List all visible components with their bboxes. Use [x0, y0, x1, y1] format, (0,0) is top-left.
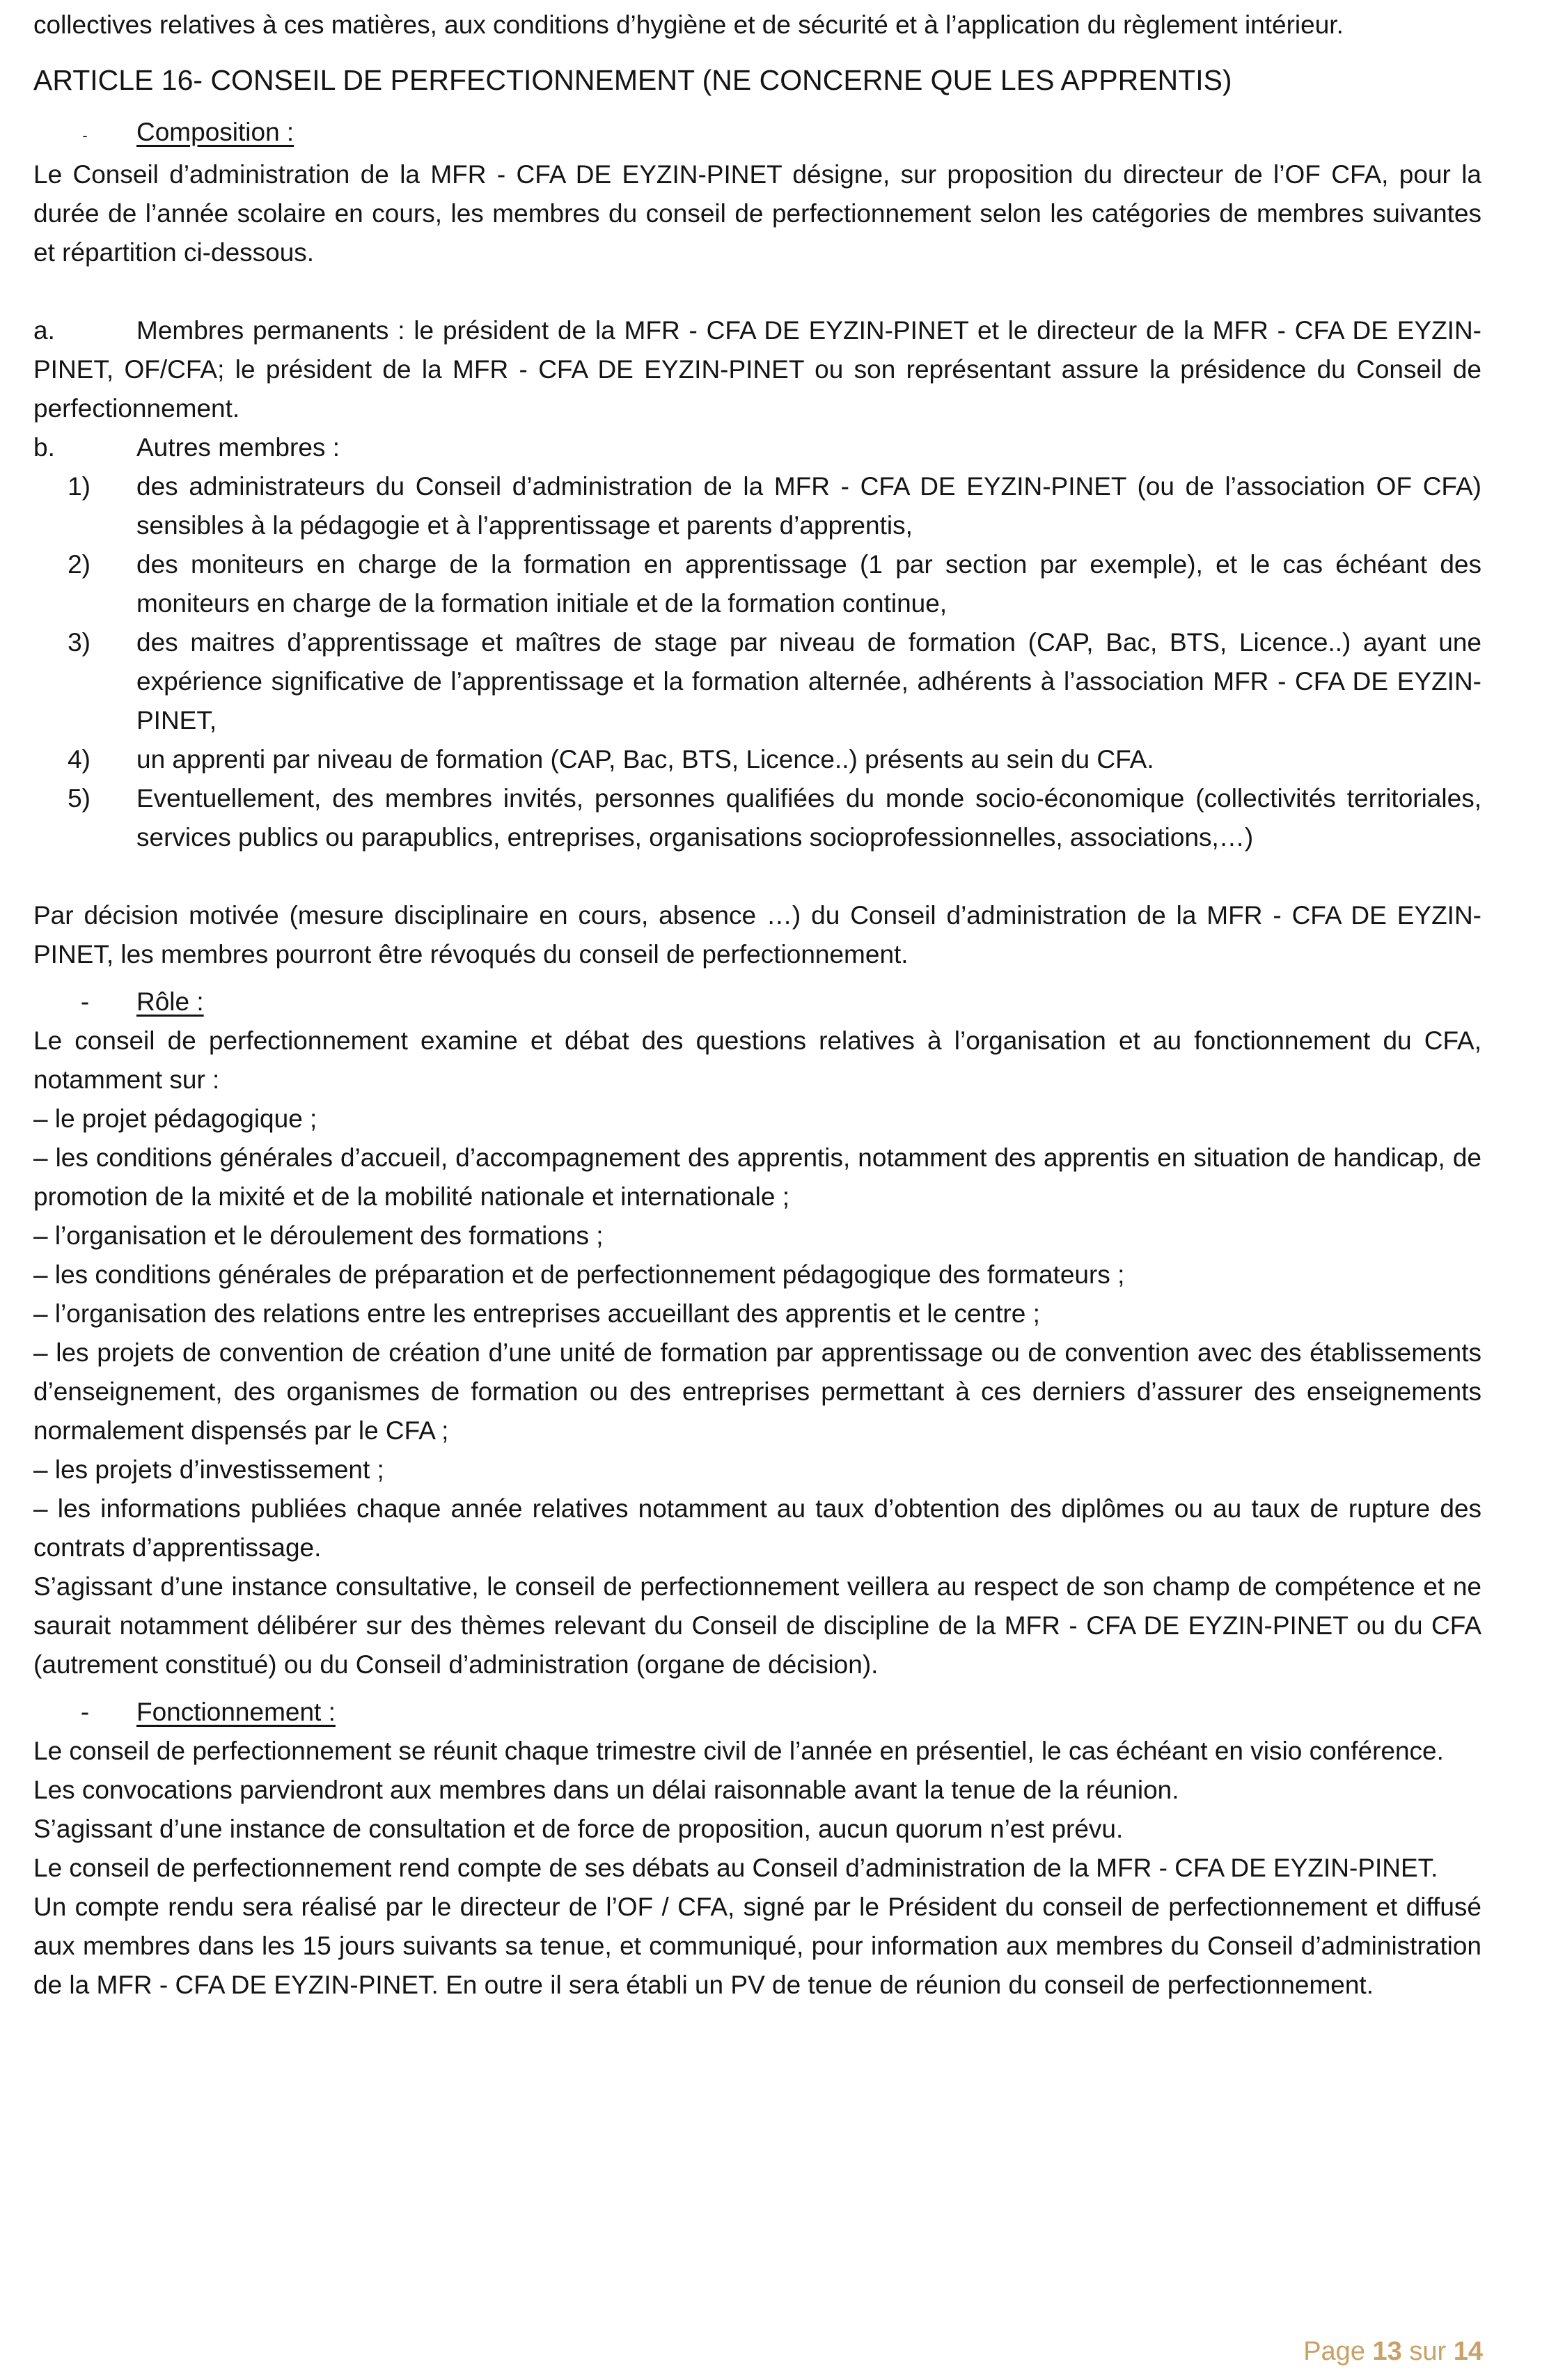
fonctionnement-paragraph: Le conseil de perfectionnement rend compte de ses débats au Conseil d’administration de la MFR - CFA DE EYZIN-PINET.	[33, 1854, 1438, 1882]
numbered-text: des moniteurs en charge de la formation en apprentissage (1 par section par exemple), et le cas échéant des moniteurs en charge de la formation initiale et de la formation continue,	[136, 550, 1481, 618]
fonctionnement-heading-row	[33, 1693, 1481, 1732]
bullet-dash: -	[80, 987, 90, 1016]
role-paragraph: – les projets de convention de création d’une unité de formation par apprentissage ou de convention avec des établissements d’enseignement, des organismes de formation ou des entreprises permettant à ces derniers d’assurer des enseignements normalement dispensés par le CFA ;	[33, 1338, 1481, 1445]
numbered-marker: 1)	[68, 472, 91, 501]
numbered-item	[33, 545, 1481, 623]
fonctionnement-paragraph: Le conseil de perfectionnement se réunit chaque trimestre civil de l’année en présentiel, le cas échéant en visio conférence.	[33, 1737, 1444, 1765]
numbered-item	[33, 623, 1481, 740]
numbered-marker: 4)	[68, 745, 91, 774]
numbered-marker: 2)	[68, 550, 91, 579]
composition-text: Le Conseil d’administration de la MFR - CFA DE EYZIN-PINET désigne, sur proposition du directeur de l’OF CFA, pour la durée de l’année scolaire en cours, les membres du conseil de perfectionnement selon les catégories de membres suivantes et répartition ci-dessous.	[33, 160, 1481, 267]
numbered-item	[33, 779, 1481, 857]
role-paragraph: – les informations publiées chaque année relatives notamment au taux d’obtention des diplômes ou au taux de rupture des contrats d’apprentissage.	[33, 1494, 1481, 1562]
list-marker-b: b.	[33, 433, 55, 462]
numbered-text: un apprenti par niveau de formation (CAP, Bac, BTS, Licence..) présents au sein du CFA.	[136, 745, 1154, 774]
fonctionnement-paragraph: Un compte rendu sera réalisé par le directeur de l’OF / CFA, signé par le Président du conseil de perfectionnement et diffusé aux membres dans les 15 jours suivants sa tenue, et communiqué, pour information aux membres du Conseil d’administration de la MFR - CFA DE EYZIN-PINET. En outre il sera établi un PV de tenue de réunion du conseil de perfectionnement.	[33, 1893, 1481, 1999]
numbered-text: des maitres d’apprentissage et maîtres de stage par niveau de formation (CAP, Bac, BTS, Licence..) ayant une expérience significative de l’apprentissage et la formation alternée, adhérents à l’association MFR - CFA DE EYZIN-PINET,	[136, 628, 1481, 735]
total-pages: 14	[1453, 2337, 1483, 2366]
role-paragraph: – les conditions générales de préparation et de perfectionnement pédagogique des formateurs ;	[33, 1260, 1125, 1289]
current-page: 13	[1372, 2337, 1402, 2366]
bullet-dash: -	[80, 1698, 90, 1726]
role-paragraph: – l’organisation des relations entre les entreprises accueillant des apprentis et le centre ;	[33, 1299, 1040, 1328]
numbered-item	[33, 740, 1481, 779]
page-number	[1303, 2336, 1483, 2367]
page-word: Page	[1303, 2337, 1365, 2366]
role-heading-row	[33, 982, 1481, 1021]
fonctionnement-paragraph: S’agissant d’une instance de consultation et de force de proposition, aucun quorum n’est prévu.	[33, 1815, 1124, 1843]
role-paragraph: – l’organisation et le déroulement des formations ;	[33, 1221, 604, 1250]
role-paragraph: S’agissant d’une instance consultative, le conseil de perfectionnement veillera au respect de son champ de compétence et ne saurait notamment délibérer sur des thèmes relevant du Conseil de discipline de la MFR - CFA DE EYZIN-PINET ou du CFA (autrement constitué) ou du Conseil d’administration (organe de décision).	[33, 1572, 1481, 1679]
fonctionnement-heading: Fonctionnement :	[136, 1698, 336, 1726]
list-text-a: Membres permanents : le président de la MFR - CFA DE EYZIN-PINET et le directeur de la MFR - CFA DE EYZIN-PINET, OF/CFA; le président de la MFR - CFA DE EYZIN-PINET ou son représentant assure la présidence du Conseil de perfectionnement.	[33, 316, 1481, 423]
numbered-marker: 3)	[68, 628, 91, 657]
numbered-list	[33, 467, 1481, 857]
list-marker-a: a.	[33, 316, 55, 345]
role-paragraph: Le conseil de perfectionnement examine et débat des questions relatives à l’organisation et au fonctionnement du CFA, notamment sur :	[33, 1026, 1481, 1094]
role-paragraph: – les projets d’investissement ;	[33, 1455, 384, 1484]
role-paragraph: – le projet pédagogique ;	[33, 1104, 317, 1133]
composition-heading: Composition :	[136, 118, 294, 146]
composition-heading-row	[33, 113, 1481, 155]
role-paragraph: – les conditions générales d’accueil, d’accompagnement des apprentis, notamment des apprentis en situation de handicap, de promotion de la mixité et de la mobilité nationale et internationale ;	[33, 1143, 1481, 1211]
bullet-dash: -	[82, 127, 88, 144]
role-heading: Rôle :	[136, 987, 204, 1016]
document-page	[33, 6, 1481, 2005]
intro-paragraph: collectives relatives à ces matières, aux conditions d’hygiène et de sécurité et à l’application du règlement intérieur.	[33, 10, 1344, 39]
numbered-marker: 5)	[68, 784, 91, 813]
list-item-b	[33, 428, 1481, 467]
revocation-paragraph: Par décision motivée (mesure disciplinaire en cours, absence …) du Conseil d’administration de la MFR - CFA DE EYZIN-PINET, les membres pourront être révoqués du conseil de perfectionnement.	[33, 901, 1481, 969]
list-text-b: Autres membres :	[136, 433, 340, 462]
numbered-item	[33, 467, 1481, 545]
numbered-text: Eventuellement, des membres invités, personnes qualifiées du monde socio-économique (collectivités territoriales, services publics ou parapublics, entreprises, organisations socioprofessionnelles, associations,…)	[136, 784, 1481, 852]
numbered-text: des administrateurs du Conseil d’administration de la MFR - CFA DE EYZIN-PINET (ou de l’association OF CFA) sensibles à la pédagogie et à l’apprentissage et parents d’apprentis,	[136, 472, 1481, 540]
of-word: sur	[1409, 2337, 1447, 2366]
fonctionnement-paragraph: Les convocations parviendront aux membres dans un délai raisonnable avant la tenue de la réunion.	[33, 1776, 1179, 1804]
article-title: ARTICLE 16- CONSEIL DE PERFECTIONNEMENT (NE CONCERNE QUE LES APPRENTIS)	[33, 64, 1232, 96]
